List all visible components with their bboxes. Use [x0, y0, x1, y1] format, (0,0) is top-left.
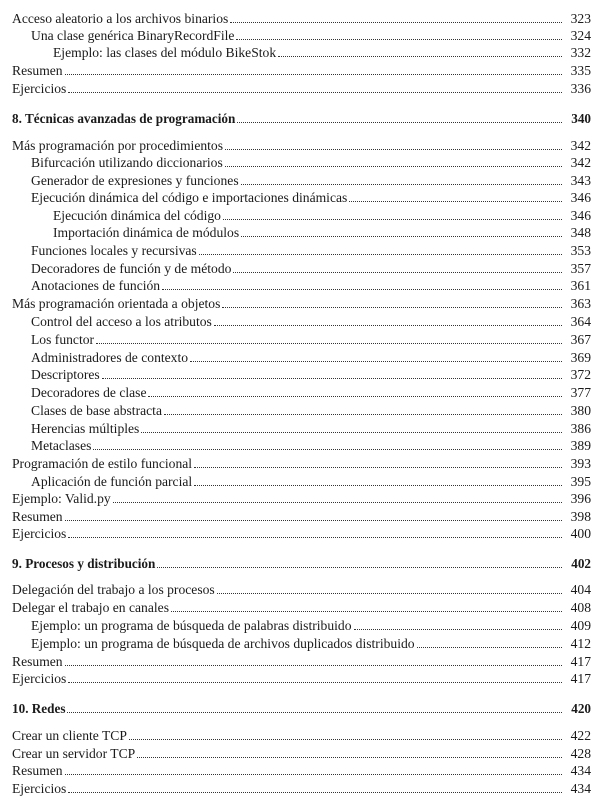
toc-entry-title: Resumen: [12, 509, 63, 524]
dot-leader: [199, 254, 562, 255]
dot-leader: [137, 757, 562, 758]
toc-page-number: 340: [571, 111, 591, 126]
toc-entry: [0, 508, 600, 526]
toc-entry-title: Delegar el trabajo en canales: [12, 600, 169, 615]
toc-entry: [0, 727, 600, 745]
toc-page-number: 402: [571, 556, 591, 571]
toc-entry: [0, 295, 600, 313]
toc-entry-title: Generador de expresiones y funciones: [31, 173, 239, 188]
toc-entry: [0, 10, 600, 28]
toc-chapter-heading: [0, 555, 600, 573]
toc-entry-title: Delegación del trabajo a los procesos: [12, 582, 215, 597]
toc-page-number: 348: [570, 225, 591, 240]
toc-entry: [0, 455, 600, 473]
toc-entry-title: Una clase genérica BinaryRecordFile: [31, 28, 235, 43]
toc-page-number: 361: [570, 278, 591, 293]
dot-leader: [67, 712, 562, 713]
toc-entry-title: Aplicación de función parcial: [31, 474, 193, 489]
dot-leader: [349, 201, 562, 202]
toc-entry: [0, 635, 600, 653]
toc-entry-title: Acceso aleatorio a los archivos binarios: [12, 11, 229, 26]
dot-leader: [157, 567, 562, 568]
toc-entry-title: Ejercicios: [12, 671, 67, 686]
dot-leader: [222, 307, 562, 308]
dot-leader: [230, 22, 562, 23]
dot-leader: [113, 502, 562, 503]
toc-chapter-heading: [0, 110, 600, 128]
toc-entry: [0, 402, 600, 420]
dot-leader: [354, 629, 562, 630]
toc-page-number: 363: [570, 296, 591, 311]
toc-entry-title: Ejemplo: un programa de búsqueda de archivos duplicados distribuido: [31, 636, 415, 651]
toc-entry-title: Más programación orientada a objetos: [12, 296, 221, 311]
toc-entry: [0, 762, 600, 780]
toc-page-number: 353: [570, 243, 591, 258]
toc-page-number: 377: [570, 385, 591, 400]
dot-leader: [164, 414, 562, 415]
dot-leader: [162, 289, 562, 290]
toc-page-number: 357: [570, 261, 591, 276]
toc-page-number: 412: [570, 636, 591, 651]
toc-page-number: 393: [570, 456, 591, 471]
dot-leader: [96, 343, 562, 344]
toc-entry-title: Resumen: [12, 654, 63, 669]
toc-page-number: 332: [570, 45, 591, 60]
toc-entry: [0, 313, 600, 331]
toc-entry: [0, 384, 600, 402]
toc-entry: [0, 617, 600, 635]
dot-leader: [65, 665, 562, 666]
toc-page-number: 422: [570, 728, 591, 743]
dot-leader: [65, 74, 562, 75]
toc-entry-title: Crear un servidor TCP: [12, 746, 136, 761]
dot-leader: [233, 272, 562, 273]
toc-entry-title: Más programación por procedimientos: [12, 138, 224, 153]
toc-entry: [0, 62, 600, 80]
toc-entry-title: Clases de base abstracta: [31, 403, 162, 418]
toc-page-number: 346: [570, 208, 591, 223]
toc-entry-title: Programación de estilo funcional: [12, 456, 193, 471]
toc-entry: [0, 525, 600, 543]
dot-leader: [225, 166, 562, 167]
toc-entry-title: Ejemplo: las clases del módulo BikeStok: [53, 45, 277, 60]
toc-entry-title: Ejercicios: [12, 81, 67, 96]
toc-entry-title: Ejercicios: [12, 526, 67, 541]
toc-entry: [0, 172, 600, 190]
toc-page-number: 408: [570, 600, 591, 615]
toc-entry-title: Herencias múltiples: [31, 421, 140, 436]
toc-page-number: 434: [570, 763, 591, 778]
dot-leader: [278, 56, 562, 57]
toc-page-number: 420: [571, 701, 591, 716]
toc-entry: [0, 154, 600, 172]
dot-leader: [214, 325, 562, 326]
dot-leader: [217, 593, 562, 594]
toc-entry-title: Ejercicios: [12, 781, 67, 796]
toc-entry: [0, 437, 600, 455]
toc-entry: [0, 490, 600, 508]
dot-leader: [236, 39, 562, 40]
toc-page-number: 372: [570, 367, 591, 382]
toc-page-number: 398: [570, 509, 591, 524]
toc-page-number: 323: [570, 11, 591, 26]
toc-entry-title: Resumen: [12, 763, 63, 778]
dot-leader: [148, 396, 562, 397]
toc-entry: [0, 349, 600, 367]
toc-entry-title: Ejecución dinámica del código: [53, 208, 221, 223]
toc-entry: [0, 653, 600, 671]
toc-chapter-heading: [0, 700, 600, 718]
toc-entry-title: Resumen: [12, 63, 63, 78]
dot-leader: [194, 467, 562, 468]
toc-page-number: 335: [570, 63, 591, 78]
toc-page-number: 386: [570, 421, 591, 436]
toc-page-number: 343: [570, 173, 591, 188]
toc-entry: [0, 27, 600, 45]
dot-leader: [171, 611, 562, 612]
toc-entry: [0, 780, 600, 798]
dot-leader: [68, 682, 562, 683]
toc-entry-title: Ejemplo: un programa de búsqueda de palabras distribuido: [31, 618, 352, 633]
toc-page-number: 380: [570, 403, 591, 418]
dot-leader: [237, 122, 562, 123]
dot-leader: [241, 236, 562, 237]
toc-page-number: 396: [570, 491, 591, 506]
toc-entry-title: Ejecución dinámica del código e importaciones dinámicas: [31, 190, 348, 205]
toc-entry: [0, 189, 600, 207]
toc-page-number: 364: [570, 314, 591, 329]
dot-leader: [141, 432, 562, 433]
toc-entry-title: Descriptores: [31, 367, 100, 382]
toc-page-number: 400: [570, 526, 591, 541]
toc-entry: [0, 44, 600, 62]
toc-page-number: 324: [570, 28, 591, 43]
dot-leader: [93, 449, 562, 450]
toc-entry: [0, 277, 600, 295]
dot-leader: [68, 92, 562, 93]
toc-entry-title: 8. Técnicas avanzadas de programación: [12, 111, 236, 126]
toc-entry: [0, 207, 600, 225]
dot-leader: [194, 485, 562, 486]
toc-entry-title: Metaclases: [31, 438, 92, 453]
toc-page-number: 417: [570, 654, 591, 669]
dot-leader: [65, 520, 562, 521]
toc-page-number: 409: [570, 618, 591, 633]
toc-page-number: 434: [570, 781, 591, 796]
dot-leader: [129, 739, 562, 740]
toc-entry: [0, 137, 600, 155]
toc-page-number: 336: [570, 81, 591, 96]
toc-entry: [0, 331, 600, 349]
toc-entry-title: Anotaciones de función: [31, 278, 161, 293]
toc-entry-title: Bifurcación utilizando diccionarios: [31, 155, 223, 170]
dot-leader: [190, 361, 562, 362]
dot-leader: [223, 219, 562, 220]
toc-page-number: 417: [570, 671, 591, 686]
toc-entry: [0, 224, 600, 242]
dot-leader: [68, 537, 562, 538]
toc-entry-title: Funciones locales y recursivas: [31, 243, 197, 258]
dot-leader: [241, 184, 562, 185]
toc-entry-title: 10. Redes: [12, 701, 66, 716]
dot-leader: [68, 792, 562, 793]
toc-entry-title: Control del acceso a los atributos: [31, 314, 212, 329]
dot-leader: [417, 647, 562, 648]
dot-leader: [65, 774, 562, 775]
toc-page-number: 395: [570, 474, 591, 489]
toc-entry-title: Crear un cliente TCP: [12, 728, 127, 743]
toc-page-number: 428: [570, 746, 591, 761]
toc-page-number: 342: [570, 155, 591, 170]
toc-page-number: 404: [570, 582, 591, 597]
toc-entry-title: Importación dinámica de módulos: [53, 225, 240, 240]
toc-entry-title: 9. Procesos y distribución: [12, 556, 156, 571]
toc-entry-title: Decoradores de función y de método: [31, 261, 232, 276]
toc-entry: [0, 670, 600, 688]
toc-entry-title: Los functor: [31, 332, 95, 347]
toc-entry-title: Ejemplo: Valid.py: [12, 491, 111, 506]
toc-page-number: 367: [570, 332, 591, 347]
toc-entry: [0, 366, 600, 384]
toc-page-number: 369: [570, 350, 591, 365]
toc-entry: [0, 581, 600, 599]
toc-entry: [0, 599, 600, 617]
toc-entry: [0, 260, 600, 278]
toc-entry-title: Administradores de contexto: [31, 350, 189, 365]
toc-page-number: 389: [570, 438, 591, 453]
toc-page-number: 342: [570, 138, 591, 153]
toc-entry: [0, 242, 600, 260]
toc-page-number: 346: [570, 190, 591, 205]
toc-entry: [0, 80, 600, 98]
dot-leader: [225, 149, 562, 150]
toc-entry-title: Decoradores de clase: [31, 385, 147, 400]
toc-entry: [0, 745, 600, 763]
toc-entry: [0, 420, 600, 438]
toc-entry: [0, 473, 600, 491]
dot-leader: [102, 378, 562, 379]
